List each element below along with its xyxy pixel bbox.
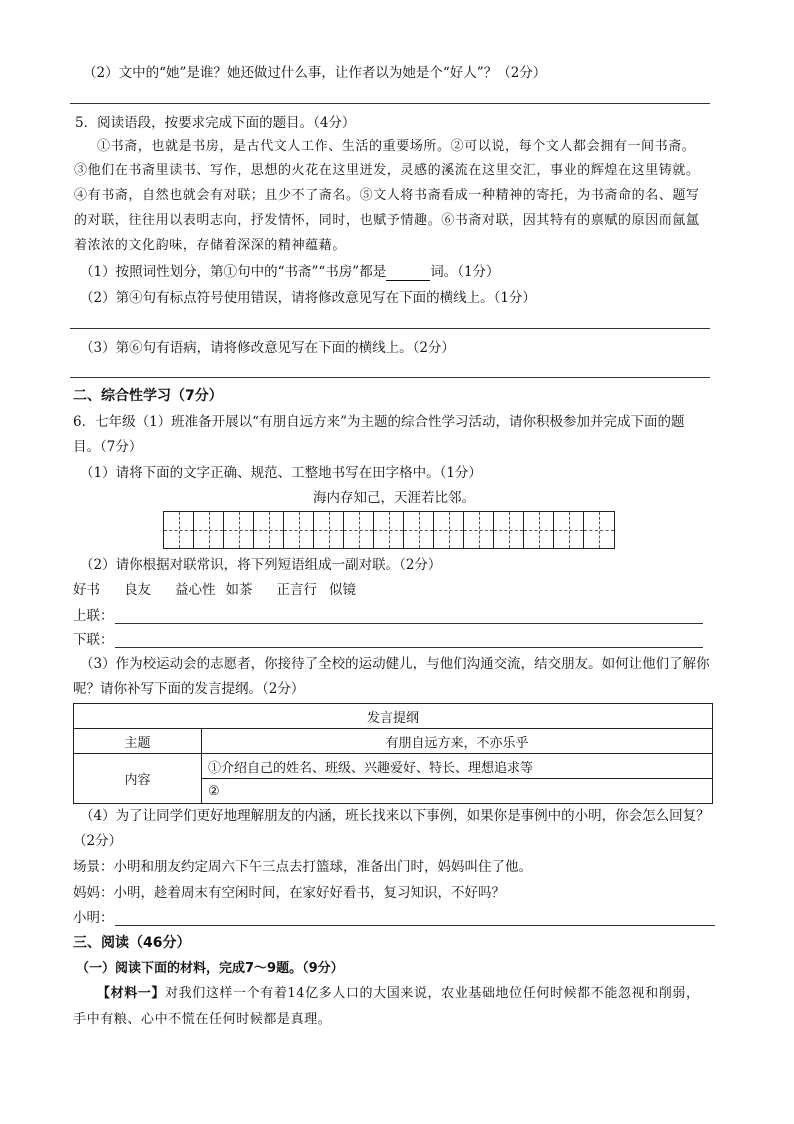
part-1-heading: （一）阅读下面的材料，完成7～9题。（9分） — [76, 961, 344, 976]
grid-cell[interactable] — [374, 512, 404, 548]
q5-passage-line-4: 的对联，往往用以表明志向，抒发情怀，同时，也赋予情趣。⑥书斋对联，因其特有的禀赋的原因而氤氲 — [74, 213, 700, 228]
phrase: 似镜 — [329, 582, 356, 598]
q6-sub4-line-2: （2分） — [73, 833, 123, 849]
grid-cell[interactable] — [524, 512, 554, 548]
q5-sub1-text: （1）按照词性划分，第①句中的“书斋”“书房”都是 — [80, 264, 387, 280]
speech-outline-table — [73, 703, 713, 804]
grid-cell[interactable] — [254, 512, 284, 548]
grid-cell[interactable] — [314, 512, 344, 548]
grid-cell[interactable] — [224, 512, 254, 548]
q5-passage-line-1: ①书斋，也就是书房，是古代文人工作、生活的重要场所。②可以说，每个文人都会拥有一间书斋。 — [97, 139, 696, 154]
q5-passage-line-2: ③他们在书斋里读书、写作，思想的火花在这里迸发，灵感的溪流在这里交汇，事业的辉煌在这里铸就。 — [74, 163, 700, 178]
xiaoming-answer-line[interactable] — [115, 925, 715, 926]
answer-line[interactable] — [70, 103, 710, 104]
material-1-line-1 — [97, 985, 700, 1003]
upper-couplet-line[interactable] — [115, 623, 703, 624]
xiaoming-label: 小明： — [73, 910, 114, 926]
topic-label: 主题 — [74, 729, 202, 754]
q4-sub2: （2）文中的“她”是谁？她还做过什么事，让作者以为她是个“好人”？（2分） — [83, 65, 547, 81]
scene-text: 场景：小明和朋友约定周六下午三点去打篮球，准备出门时，妈妈叫住了他。 — [73, 859, 532, 875]
grid-cell[interactable] — [584, 512, 614, 548]
topic-value: 有朋自远方来，不亦乐乎 — [202, 729, 713, 754]
grid-cell[interactable] — [494, 512, 524, 548]
q6-sub4-line-1: （4）为了让同学们更好地理解朋友的内涵，班长找来以下事例，如果你是事例中的小明，你会怎么回复？ — [80, 808, 710, 824]
phrase: 良友 — [124, 582, 151, 598]
grid-cell[interactable] — [464, 512, 494, 548]
copy-text: 海内存知己，天涯若比邻。 — [313, 490, 475, 506]
q6-sub3-line-2: 呢？请你补写下面的发言提纲。（2分） — [73, 681, 305, 697]
q5-passage-line-5: 着浓浓的文化韵味，存储着深深的精神蕴藉。 — [74, 238, 347, 253]
content-item-1: ①介绍自己的姓名、班级、兴趣爱好、特长、理想追求等 — [202, 754, 713, 779]
grid-cell[interactable] — [284, 512, 314, 548]
q6-line-1: 6．七年级（1）班准备开展以“有朋自远方来”为主题的综合性学习活动，请你积极参加并完成下面的题 — [73, 414, 685, 430]
material-1-label: 【材料一】 — [97, 986, 166, 1001]
q5-passage-line-3: ④有书斋，自然也就会有对联；且少不了斋名。⑤文人将书斋看成一种精神的寄托，为书斋命的名、题写 — [74, 188, 700, 203]
answer-line[interactable] — [70, 377, 710, 378]
q6-sub2: （2）请你根据对联常识，将下列短语组成一副对联。（2分） — [80, 557, 442, 573]
phrase-list — [73, 581, 380, 599]
lower-couplet-label: 下联： — [73, 632, 114, 648]
answer-line[interactable] — [70, 328, 710, 329]
q5-sub2: （2）第④句有标点符号使用错误，请将修改意见写在下面的横线上。（1分） — [80, 290, 536, 306]
grid-cell[interactable] — [164, 512, 194, 548]
content-label: 内容 — [74, 754, 202, 804]
tianzige-grid[interactable] — [163, 511, 615, 549]
upper-couplet-label: 上联： — [73, 608, 114, 624]
section-2-heading: 二、综合性学习（7分） — [73, 388, 223, 404]
section-3-heading: 三、阅读（46分） — [73, 935, 191, 951]
grid-cell[interactable] — [404, 512, 434, 548]
q5-sub1-suffix: 词。（1分） — [430, 264, 500, 280]
q5-title: 5．阅读语段，按要求完成下面的题目。（4分） — [75, 115, 356, 131]
q5-sub1 — [80, 263, 500, 281]
grid-cell[interactable] — [194, 512, 224, 548]
grid-cell[interactable] — [434, 512, 464, 548]
phrase: 好书 — [73, 582, 100, 598]
material-1-line-2: 手中有粮、心中不慌在任何时候都是真理。 — [73, 1012, 332, 1027]
q5-sub3: （3）第⑥句有语病，请将修改意见写在下面的横线上。（2分） — [80, 340, 455, 356]
fill-blank[interactable] — [386, 267, 430, 281]
content-item-2[interactable]: ② — [202, 779, 713, 804]
lower-couplet-line[interactable] — [115, 647, 703, 648]
q6-line-2: 目。（7分） — [73, 439, 143, 455]
q6-sub3-line-1: （3）作为校运动会的志愿者，你接待了全校的运动健儿，与他们沟通交流，结交朋友。如何让他们了解你 — [80, 656, 710, 672]
grid-cell[interactable] — [554, 512, 584, 548]
material-1-text: 对我们这样一个有着14亿多人口的大国来说，农业基础地位任何时候都不能忽视和削弱， — [165, 986, 700, 1001]
grid-cell[interactable] — [344, 512, 374, 548]
q6-sub1: （1）请将下面的文字正确、规范、工整地书写在田字格中。（1分） — [80, 465, 482, 481]
phrase: 益心性 — [175, 582, 216, 598]
outline-title: 发言提纲 — [74, 704, 713, 729]
phrase: 如茶 — [225, 582, 253, 598]
phrase: 正言行 — [276, 582, 317, 598]
mom-text: 妈妈：小明，趁着周末有空闲时间，在家好好看书，复习知识，不好吗？ — [73, 885, 505, 901]
